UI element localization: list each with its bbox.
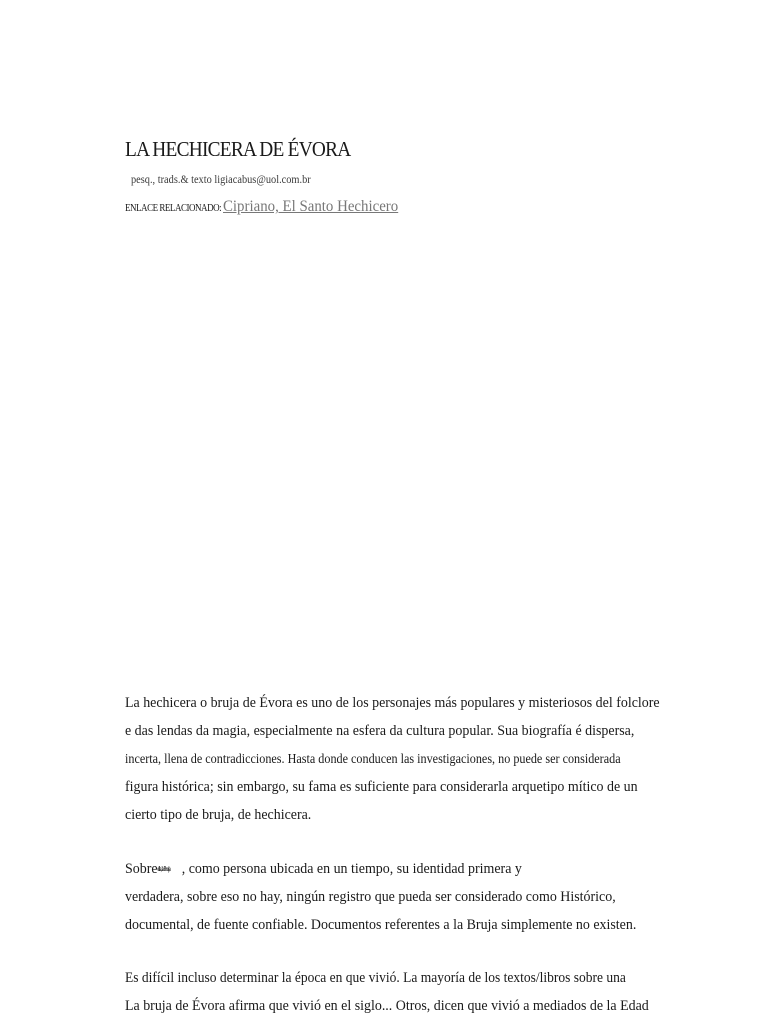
paragraph-line: cierto tipo de bruja, de hechicera. [125,807,312,823]
paragraph-line: e das lendas da magia, especialmente na esfera da cultura popular. Sua biografía é dispersa, [125,723,635,739]
paragraph-line: figura histórica; sin embargo, su fama es suficiente para considerarla arquetipo mítico de un [125,779,638,795]
paragraph-line: La hechicera o bruja de Évora es uno de los personajes más populares y misteriosos del folclore [125,695,660,711]
related-link-label: ENLACE RELACIONADO: [125,202,222,214]
related-article-link[interactable]: Cipriano, El Santo Hechicero [223,198,399,215]
paragraph-line: La bruja de Évora afirma que vivió en el siglo... Otros, dicen que vivió a mediados de la Edad [125,998,649,1014]
paragraph-line: documental, de fuente confiable. Documentos referentes a la Bruja simplemente no existen. [125,917,637,933]
paragraph-epoch [125,964,685,1020]
paragraph-identity [125,855,685,939]
author-credit: pesq., trads.& texto ligiacabus@uol.com.br [131,174,311,186]
paragraph-line: Es difícil incluso determinar la época en que vivió. La mayoría de los textos/libros sobre una [125,970,626,986]
paragraph-text: Sobre [125,861,158,877]
paragraph-line: verdadera, sobre eso no hay, ningún registro que pueda ser considerado como Histórico, [125,889,616,905]
related-link-row [125,198,399,216]
paragraph-intro [125,689,685,829]
page-title: LA HECHICERA DE ÉVORA [125,137,351,161]
tiny-inline-text: ella, la Bruja [157,865,171,873]
paragraph-line: incerta, llena de contradicciones. Hasta donde conducen las investigaciones, no puede ser considerada [125,751,621,766]
paragraph-text: , como persona ubicada en un tiempo, su identidad primera y [181,861,522,877]
paragraph-line [125,855,646,883]
